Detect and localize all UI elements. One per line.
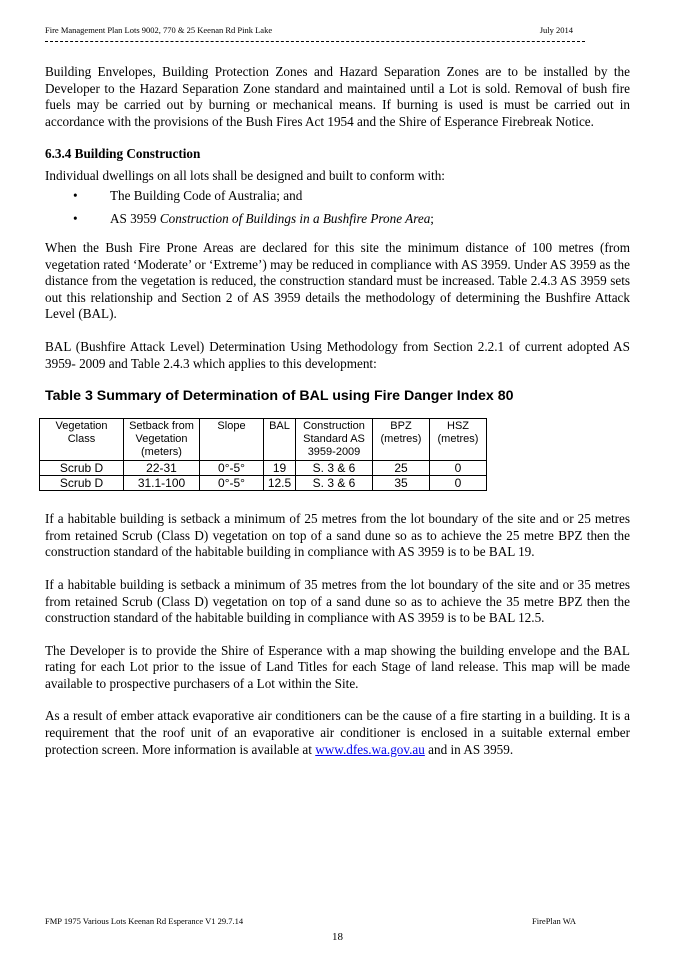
table-header-cell: BAL <box>264 419 296 461</box>
table-cell: 19 <box>264 461 296 476</box>
header-divider <box>45 41 585 42</box>
table-cell: S. 3 & 6 <box>296 461 373 476</box>
table-cell: 31.1-100 <box>124 476 200 491</box>
list-item-text: The Building Code of Australia; and <box>110 187 303 203</box>
table-cell: 12.5 <box>264 476 296 491</box>
paragraph-developer-map: The Developer is to provide the Shire of Esperance with a map showing the building envelope and the BAL rating for each Lot prior to the issue of Land Titles for each Stage of land release. This map will be made available to prospective purchasers of a Lot within the Site. <box>45 642 630 691</box>
page-footer <box>45 916 576 926</box>
table-cell: 35 <box>373 476 430 491</box>
page-content <box>45 64 630 774</box>
requirements-list <box>45 188 630 228</box>
list-item-italic: Construction of Buildings in a Bushfire Prone Area <box>159 211 431 227</box>
paragraph-ember-attack <box>45 708 630 758</box>
table-cell: S. 3 & 6 <box>296 476 373 491</box>
table-cell: Scrub D <box>40 461 124 476</box>
list-item-prefix: AS 3959 <box>110 211 160 227</box>
list-item-suffix: ; <box>430 211 434 227</box>
table-cell: 25 <box>373 461 430 476</box>
table-header-cell: Vegetation Class <box>40 419 124 461</box>
header-title: Fire Management Plan Lots 9002, 770 & 25 Keenan Rd Pink Lake <box>45 25 273 35</box>
bullet-icon: • <box>73 211 78 227</box>
list-item <box>45 211 630 228</box>
table-cell: 0 <box>430 461 487 476</box>
paragraph-bal12-5: If a habitable building is setback a minimum of 35 metres from the lot boundary of the site and or 35 metres from retained Scrub (Class D) vegetation on top of a sand dune so as to achieve the 35 metre BPZ then the construction standard of the habitable building in compliance with AS 3959 is to be BAL 12.5. <box>45 576 630 626</box>
table-header-cell: HSZ (metres) <box>430 419 487 461</box>
footer-document-ref: FMP 1975 Various Lots Keenan Rd Esperance V1 29.7.14 <box>45 916 244 926</box>
page-number: 18 <box>332 931 343 943</box>
page-header <box>45 25 573 35</box>
table-header-cell: Slope <box>200 419 264 461</box>
bullet-icon: • <box>73 187 78 203</box>
paragraph-intro: Individual dwellings on all lots shall be designed and built to conform with: <box>45 168 445 184</box>
header-date: July 2014 <box>539 25 573 35</box>
table-header-cell: Construction Standard AS 3959-2009 <box>296 419 373 461</box>
ember-text-before: As a result of ember attack evaporative air conditioners can be the cause of a fire starting in a building. It is a requirement that the roof unit of an evaporative air conditioner is enclosed in a suitable external ember protection screen. More information is available at <box>45 708 630 757</box>
table-cell: 0 <box>430 476 487 491</box>
paragraph-bal19: If a habitable building is setback a minimum of 25 metres from the lot boundary of the site and or 25 metres from retained Scrub (Class D) vegetation on top of a sand dune so as to achieve the 25 metre BPZ then the construction standard of the habitable building in compliance with AS 3959 is to be BAL 19. <box>45 511 630 560</box>
list-item <box>45 188 630 205</box>
table-cell: 0°-5° <box>200 476 264 491</box>
paragraph-bal-determination: BAL (Bushfire Attack Level) Determination Using Methodology from Section 2.2.1 of current adopted AS 3959- 2009 and Table 2.4.3 which applies to this development: <box>45 338 630 371</box>
bal-table <box>39 418 487 491</box>
section-heading: 6.3.4 Building Construction <box>45 146 201 162</box>
footer-company: FirePlan WA <box>532 916 576 926</box>
table-cell: Scrub D <box>40 476 124 491</box>
table-header-row <box>40 419 487 461</box>
dfes-link[interactable]: www.dfes.wa.gov.au <box>315 741 425 757</box>
table-row <box>40 476 487 491</box>
paragraph-bush-fire-prone: When the Bush Fire Prone Areas are declared for this site the minimum distance of 100 metres (from vegetation rated ‘Moderate’ or ‘Extreme’) may be reduced in compliance with AS 3959. Under AS 3959 as the distance from the vegetation is reduced, the construction standard must be increased. Table 2.4.3 AS 3959 sets out this relationship and Section 2 of AS 3959 details the methodology of determining the Bushfire Attack Level (BAL). <box>45 239 630 322</box>
table-header-cell: BPZ (metres) <box>373 419 430 461</box>
table-header-cell: Setback from Vegetation (meters) <box>124 419 200 461</box>
table-cell: 0°-5° <box>200 461 264 476</box>
table-row <box>40 461 487 476</box>
ember-text-after: and in AS 3959. <box>424 741 514 757</box>
table-cell: 22-31 <box>124 461 200 476</box>
table-title: Table 3 Summary of Determination of BAL using Fire Danger Index 80 <box>45 388 514 405</box>
paragraph-building-envelopes: Building Envelopes, Building Protection Zones and Hazard Separation Zones are to be installed by the Developer to the Hazard Separation Zone standard and maintained until a Lot is sold. Removal of bush fire fuels may be carried out by burning or mechanical means. If burning is used is must be carried out in accordance with the provisions of the Bush Fires Act 1954 and the Shire of Esperance Firebreak Notice. <box>45 64 630 129</box>
